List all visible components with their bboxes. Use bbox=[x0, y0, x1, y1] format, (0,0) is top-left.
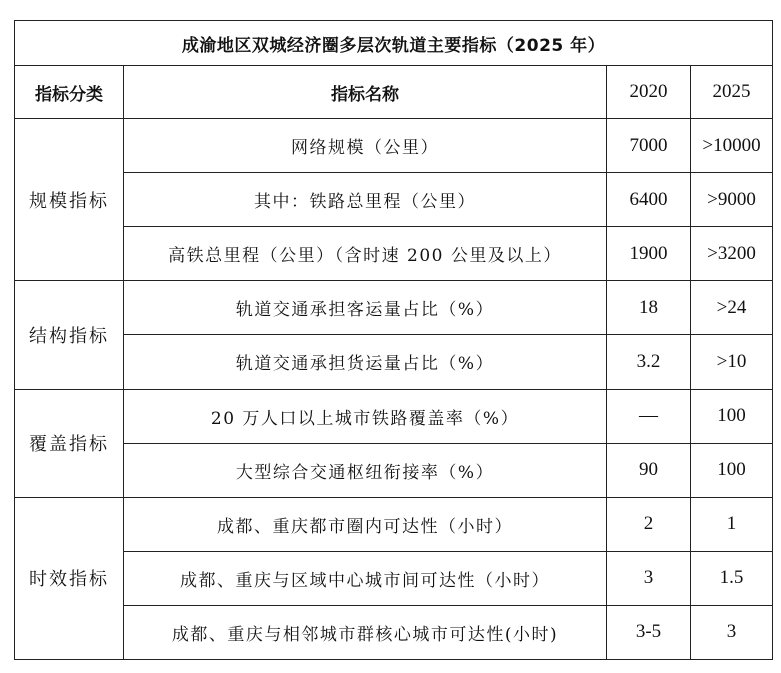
value-2020: 3 bbox=[607, 551, 691, 605]
table-row bbox=[15, 605, 773, 659]
table-row bbox=[15, 119, 773, 173]
indicator-name: 20 万人口以上城市铁路覆盖率（%） bbox=[124, 389, 607, 443]
indicator-name: 轨道交通承担客运量占比（%） bbox=[124, 281, 607, 335]
value-2025: >10000 bbox=[691, 119, 773, 173]
table-row bbox=[15, 281, 773, 335]
value-2020: 18 bbox=[607, 281, 691, 335]
indicator-name: 大型综合交通枢纽衔接率（%） bbox=[124, 443, 607, 497]
value-2020: 7000 bbox=[607, 119, 691, 173]
value-2020: 90 bbox=[607, 443, 691, 497]
indicator-name: 网络规模（公里） bbox=[124, 119, 607, 173]
header-2020: 2020 bbox=[607, 66, 691, 119]
value-2025: 1.5 bbox=[691, 551, 773, 605]
table-title: 成渝地区双城经济圈多层次轨道主要指标（2025 年） bbox=[15, 21, 773, 66]
category-coverage: 覆盖指标 bbox=[15, 389, 124, 497]
value-2025: 3 bbox=[691, 605, 773, 659]
table-row bbox=[15, 497, 773, 551]
value-2025: 100 bbox=[691, 389, 773, 443]
value-2025: 1 bbox=[691, 497, 773, 551]
table-row bbox=[15, 173, 773, 227]
category-scale: 规模指标 bbox=[15, 119, 124, 281]
value-2025: >3200 bbox=[691, 227, 773, 281]
value-2020: 6400 bbox=[607, 173, 691, 227]
indicator-name: 其中：铁路总里程（公里） bbox=[124, 173, 607, 227]
table-row bbox=[15, 335, 773, 389]
value-2020: 1900 bbox=[607, 227, 691, 281]
indicator-name: 成都、重庆与区域中心城市间可达性（小时） bbox=[124, 551, 607, 605]
value-2025: >10 bbox=[691, 335, 773, 389]
value-2020: 3-5 bbox=[607, 605, 691, 659]
value-2025: >9000 bbox=[691, 173, 773, 227]
table-row bbox=[15, 389, 773, 443]
table-row bbox=[15, 551, 773, 605]
value-2020: — bbox=[607, 389, 691, 443]
header-row bbox=[15, 66, 773, 119]
indicator-name: 成都、重庆与相邻城市群核心城市可达性(小时) bbox=[124, 605, 607, 659]
indicator-name: 成都、重庆都市圈内可达性（小时） bbox=[124, 497, 607, 551]
value-2025: >24 bbox=[691, 281, 773, 335]
table-row bbox=[15, 443, 773, 497]
indicators-table bbox=[14, 20, 773, 660]
category-timeliness: 时效指标 bbox=[15, 497, 124, 659]
category-structure: 结构指标 bbox=[15, 281, 124, 389]
value-2020: 3.2 bbox=[607, 335, 691, 389]
header-category: 指标分类 bbox=[15, 66, 124, 119]
indicator-name: 轨道交通承担货运量占比（%） bbox=[124, 335, 607, 389]
header-name: 指标名称 bbox=[124, 66, 607, 119]
indicator-name: 高铁总里程（公里）（含时速 200 公里及以上） bbox=[124, 227, 607, 281]
value-2020: 2 bbox=[607, 497, 691, 551]
table-row bbox=[15, 227, 773, 281]
value-2025: 100 bbox=[691, 443, 773, 497]
header-2025: 2025 bbox=[691, 66, 773, 119]
